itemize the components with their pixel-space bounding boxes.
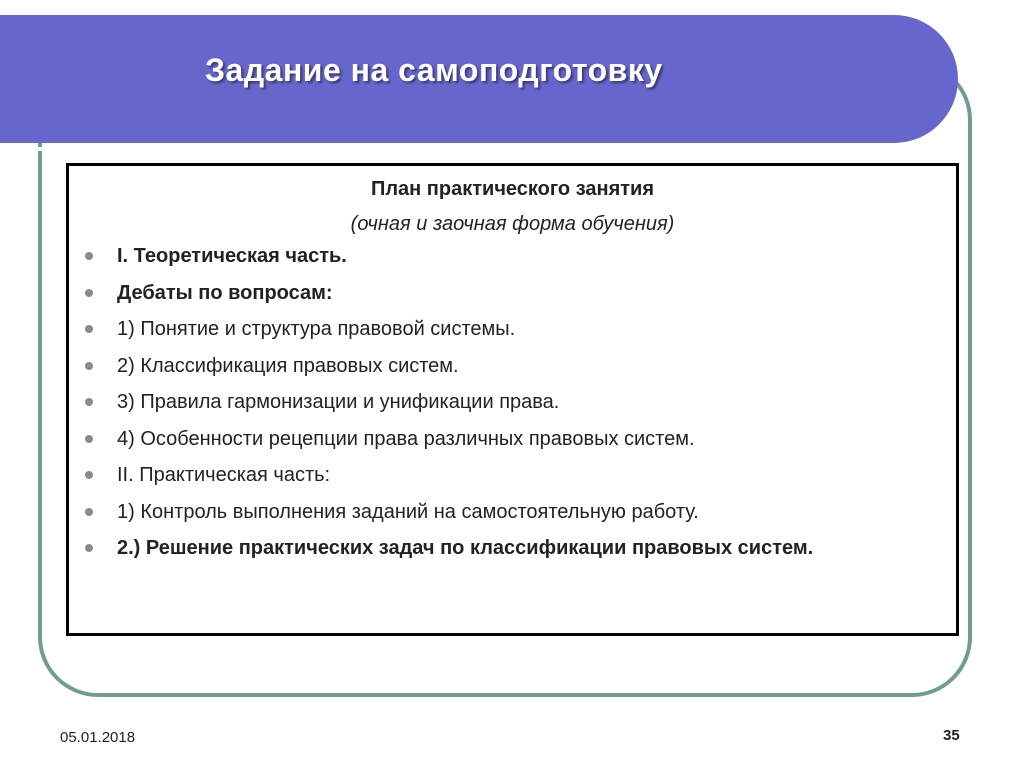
page-number: 35 [943,727,960,744]
list-item [83,463,943,487]
list-item [83,427,943,451]
list-item-text: 2.) Решение практических задач по классификации правовых систем. [117,537,814,559]
list-item-text: 1) Понятие и структура правовой системы. [117,318,516,340]
title-underline [0,147,905,151]
list-item-text: II. Практическая часть: [117,464,331,486]
slide-title: Задание на самоподготовку [205,52,663,88]
list-item-text: 2) Классификация правовых систем. [117,354,459,377]
bullet-icon [85,325,93,333]
plan-item-list [83,244,943,573]
list-item-text: Дебаты по вопросам: [117,281,333,304]
bullet-icon [85,435,93,443]
plan-subtitle: (очная и заочная форма обучения) [350,213,675,235]
list-item [83,390,943,414]
bullet-icon [85,398,93,406]
footer-date: 05.01.2018 [60,729,136,746]
bullet-icon [85,508,93,516]
list-item-text: 1) Контроль выполнения заданий на самостоятельную работу. [117,500,699,523]
list-item [83,536,943,560]
list-item [83,500,943,524]
list-item-text: 3) Правила гармонизации и унификации права. [117,391,560,413]
list-item [83,317,943,341]
list-item [83,244,943,268]
plan-title: План практического занятия [370,178,655,200]
list-item-text: 4) Особенности рецепции права различных правовых систем. [117,427,695,450]
list-item [83,354,943,378]
bullet-icon [85,252,93,260]
bullet-icon [85,544,93,552]
bullet-icon [85,471,93,479]
list-item [83,281,943,305]
content-box [66,163,959,636]
list-item-text: I. Теоретическая часть. [117,245,347,267]
bullet-icon [85,289,93,297]
bullet-icon [85,362,93,370]
